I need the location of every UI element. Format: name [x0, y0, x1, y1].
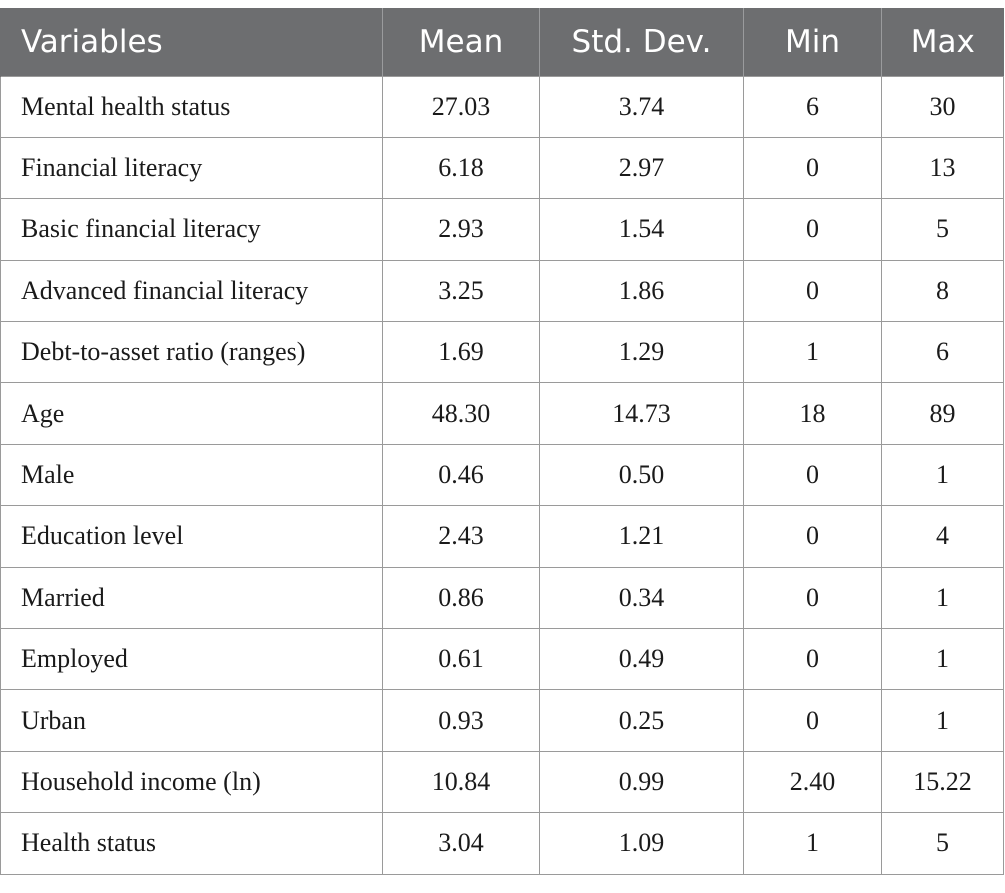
- std-dev-cell: 0.34: [540, 567, 744, 628]
- table-row: [1, 199, 1004, 260]
- max-cell: 8: [882, 260, 1004, 321]
- mean-cell: 10.84: [383, 751, 540, 812]
- mean-cell: 27.03: [383, 76, 540, 137]
- mean-cell: 0.46: [383, 444, 540, 505]
- table-row: [1, 751, 1004, 812]
- min-cell: 0: [744, 444, 882, 505]
- max-cell: 30: [882, 76, 1004, 137]
- variable-cell: Debt-to-asset ratio (ranges): [1, 322, 383, 383]
- mean-cell: 1.69: [383, 322, 540, 383]
- min-cell: 18: [744, 383, 882, 444]
- table-row: [1, 506, 1004, 567]
- mean-cell: 2.93: [383, 199, 540, 260]
- mean-cell: 0.61: [383, 629, 540, 690]
- min-cell: 1: [744, 322, 882, 383]
- min-cell: 1: [744, 813, 882, 874]
- variable-cell: Advanced financial literacy: [1, 260, 383, 321]
- mean-cell: 0.86: [383, 567, 540, 628]
- table-body: [1, 76, 1004, 874]
- max-cell: 6: [882, 322, 1004, 383]
- min-cell: 0: [744, 199, 882, 260]
- variable-cell: Basic financial literacy: [1, 199, 383, 260]
- std-dev-cell: 0.99: [540, 751, 744, 812]
- table-row: [1, 383, 1004, 444]
- table-header: [1, 8, 1004, 76]
- min-cell: 0: [744, 260, 882, 321]
- mean-cell: 48.30: [383, 383, 540, 444]
- header-max: Max: [882, 8, 1004, 76]
- mean-cell: 3.04: [383, 813, 540, 874]
- header-std-dev: Std. Dev.: [540, 8, 744, 76]
- variable-cell: Household income (ln): [1, 751, 383, 812]
- mean-cell: 6.18: [383, 137, 540, 198]
- variable-cell: Mental health status: [1, 76, 383, 137]
- std-dev-cell: 1.21: [540, 506, 744, 567]
- min-cell: 6: [744, 76, 882, 137]
- std-dev-cell: 2.97: [540, 137, 744, 198]
- max-cell: 1: [882, 444, 1004, 505]
- variable-cell: Age: [1, 383, 383, 444]
- std-dev-cell: 14.73: [540, 383, 744, 444]
- max-cell: 5: [882, 813, 1004, 874]
- variable-cell: Married: [1, 567, 383, 628]
- table-row: [1, 690, 1004, 751]
- std-dev-cell: 1.09: [540, 813, 744, 874]
- variable-cell: Health status: [1, 813, 383, 874]
- min-cell: 0: [744, 690, 882, 751]
- max-cell: 1: [882, 567, 1004, 628]
- min-cell: 0: [744, 629, 882, 690]
- variable-cell: Financial literacy: [1, 137, 383, 198]
- min-cell: 0: [744, 506, 882, 567]
- std-dev-cell: 0.25: [540, 690, 744, 751]
- table-row: [1, 444, 1004, 505]
- mean-cell: 0.93: [383, 690, 540, 751]
- variable-cell: Male: [1, 444, 383, 505]
- max-cell: 4: [882, 506, 1004, 567]
- max-cell: 1: [882, 629, 1004, 690]
- std-dev-cell: 3.74: [540, 76, 744, 137]
- table-row: [1, 260, 1004, 321]
- mean-cell: 2.43: [383, 506, 540, 567]
- header-min: Min: [744, 8, 882, 76]
- std-dev-cell: 1.54: [540, 199, 744, 260]
- mean-cell: 3.25: [383, 260, 540, 321]
- max-cell: 89: [882, 383, 1004, 444]
- table-row: [1, 76, 1004, 137]
- variable-cell: Employed: [1, 629, 383, 690]
- max-cell: 1: [882, 690, 1004, 751]
- std-dev-cell: 0.50: [540, 444, 744, 505]
- max-cell: 15.22: [882, 751, 1004, 812]
- min-cell: 0: [744, 137, 882, 198]
- variable-cell: Urban: [1, 690, 383, 751]
- min-cell: 0: [744, 567, 882, 628]
- std-dev-cell: 0.49: [540, 629, 744, 690]
- table-row: [1, 813, 1004, 874]
- std-dev-cell: 1.86: [540, 260, 744, 321]
- table-row: [1, 137, 1004, 198]
- max-cell: 13: [882, 137, 1004, 198]
- std-dev-cell: 1.29: [540, 322, 744, 383]
- header-row: [1, 8, 1004, 76]
- min-cell: 2.40: [744, 751, 882, 812]
- descriptive-statistics-table: [0, 8, 1004, 875]
- table-row: [1, 567, 1004, 628]
- table-row: [1, 629, 1004, 690]
- header-mean: Mean: [383, 8, 540, 76]
- max-cell: 5: [882, 199, 1004, 260]
- table-row: [1, 322, 1004, 383]
- variable-cell: Education level: [1, 506, 383, 567]
- header-variables: Variables: [1, 8, 383, 76]
